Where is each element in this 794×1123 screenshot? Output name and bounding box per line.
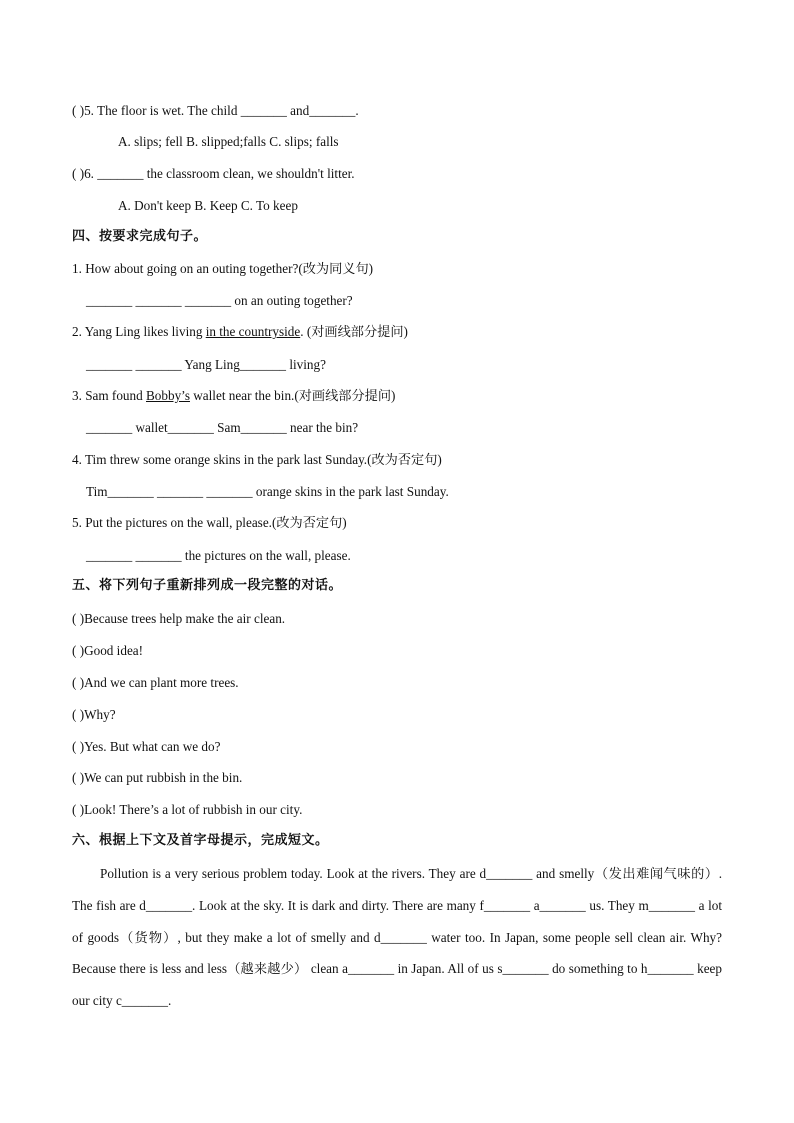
dialog-line: ( )Because trees help make the air clean. bbox=[72, 611, 286, 626]
mc-options-5: A. slips; fell B. slipped;falls C. slips; falls bbox=[118, 134, 339, 149]
question-instruction: wallet near the bin.(对画线部分提问) bbox=[189, 388, 396, 403]
mc-question-5: ( )5. The floor is wet. The child _______ and_______. bbox=[72, 103, 359, 118]
mc-options-6: A. Don't keep B. Keep C. To keep bbox=[118, 198, 298, 213]
sec4-answer-5: _______ _______ the pictures on the wall, please. bbox=[86, 548, 351, 563]
underlined-phrase: Bobby’s bbox=[146, 388, 190, 403]
dialog-line: ( )And we can plant more trees. bbox=[72, 675, 239, 690]
dialog-line: ( )Look! There’s a lot of rubbish in our city. bbox=[72, 802, 303, 817]
sec4-answer-4: Tim_______ _______ _______ orange skins in the park last Sunday. bbox=[86, 484, 449, 499]
dialog-line: ( )Yes. But what can we do? bbox=[72, 739, 221, 754]
underlined-phrase: in the countryside bbox=[205, 324, 301, 339]
mc-question-6: ( )6. _______ the classroom clean, we shouldn't litter. bbox=[72, 166, 355, 181]
sec4-answer-1: _______ _______ _______ on an outing together? bbox=[86, 293, 353, 308]
dialog-line: ( )We can put rubbish in the bin. bbox=[72, 770, 243, 785]
sec4-question-2 bbox=[72, 323, 408, 341]
question-text: 3. Sam found bbox=[72, 388, 146, 403]
sec4-answer-2: _______ _______ Yang Ling_______ living? bbox=[86, 357, 326, 372]
section-5-title: 五、将下列句子重新排列成一段完整的对话。 bbox=[72, 578, 343, 593]
question-text: 2. Yang Ling likes living bbox=[72, 324, 206, 339]
cloze-passage: Pollution is a very serious problem today. Look at the rivers. They are d_______ and smelly（发出难闻气味的）. The fish are d_______. Look at the sky. It is dark and dirty. There are many f_______ a_______ us. They m_______ a lot of goods（货物）, but they make a lot of smelly and d_______ water too. In Japan, some people sell clean air. Why? Because there is less and less（越来越少） clean a_______ in Japan. All of us s_______ do something to h_______ keep our city c_______. bbox=[72, 866, 722, 1009]
dialog-line: ( )Why? bbox=[72, 707, 116, 722]
section-6-title: 六、根据上下文及首字母提示，完成短文。 bbox=[72, 833, 329, 848]
dialog-line: ( )Good idea! bbox=[72, 643, 144, 658]
sec4-question-4: 4. Tim threw some orange skins in the park last Sunday.(改为否定句) bbox=[72, 452, 442, 467]
sec4-question-3 bbox=[72, 387, 395, 405]
sec4-question-5: 5. Put the pictures on the wall, please.(改为否定句) bbox=[72, 515, 347, 530]
section-4-title: 四、按要求完成句子。 bbox=[72, 229, 208, 244]
sec4-answer-3: _______ wallet_______ Sam_______ near the bin? bbox=[86, 420, 359, 435]
sec4-question-1: 1. How about going on an outing together?(改为同义句) bbox=[72, 261, 374, 276]
question-instruction: . (对画线部分提问) bbox=[300, 324, 408, 339]
